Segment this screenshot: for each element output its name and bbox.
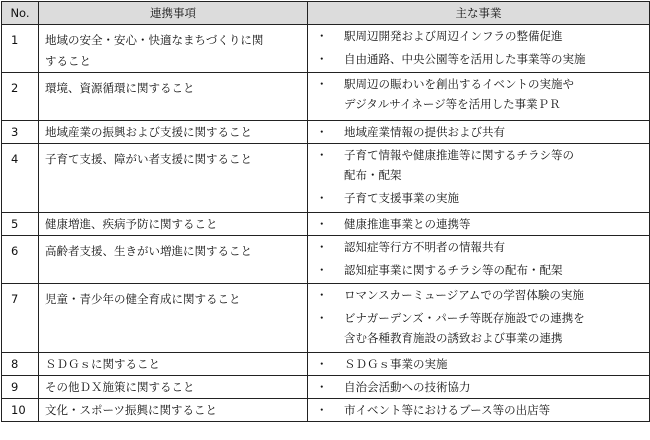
- bullet-icon: ・: [316, 380, 328, 394]
- business-entry: [316, 74, 645, 114]
- row-number: 10: [2, 399, 39, 422]
- business-entry: [316, 260, 645, 280]
- business-entry: [316, 49, 645, 69]
- business-entry-text: 子育て情報や健康推進等に関するチラシ等の: [344, 148, 574, 162]
- cooperation-item-line: ＳＤＧｓに関すること: [45, 356, 160, 371]
- row-number: 5: [2, 213, 39, 236]
- cooperation-item: [39, 399, 308, 422]
- business-entry-text: 認知症等行方不明者の情報共有: [344, 240, 505, 254]
- cooperation-item-line: 健康増進、疾病予防に関すること: [45, 216, 218, 231]
- cooperation-item-line: 地域産業の振興および支援に関すること: [45, 124, 252, 139]
- cooperation-item: [39, 236, 308, 284]
- business-entry: [316, 145, 645, 185]
- table-row: [2, 213, 650, 236]
- business-entry: [316, 122, 645, 142]
- business-list: [308, 121, 650, 144]
- cooperation-table: [1, 1, 650, 422]
- cooperation-item: [39, 213, 308, 236]
- cooperation-item: [39, 121, 308, 144]
- cooperation-item: [39, 284, 308, 353]
- business-list: [308, 399, 650, 422]
- cooperation-item: [39, 353, 308, 376]
- business-entry: [316, 377, 645, 397]
- bullet-icon: ・: [316, 263, 328, 277]
- row-number: 3: [2, 121, 39, 144]
- bullet-icon: ・: [316, 125, 328, 139]
- table-row: [2, 399, 650, 422]
- business-entry: [316, 188, 645, 208]
- cooperation-item-line: すること: [45, 54, 91, 68]
- business-list: [308, 376, 650, 399]
- business-entry: [316, 237, 645, 257]
- table-header: [2, 2, 650, 25]
- bullet-icon: ・: [316, 403, 328, 417]
- bullet-icon: ・: [316, 217, 328, 231]
- cooperation-item: [39, 376, 308, 399]
- bullet-icon: ・: [316, 311, 328, 325]
- cooperation-item-line: 地域の安全・安心・快適なまちづくりに関: [45, 33, 264, 47]
- bullet-icon: ・: [316, 52, 328, 66]
- business-entry-text: 駅周辺の賑わいを創出するイベントの実施や: [344, 77, 574, 91]
- bullet-icon: ・: [316, 29, 328, 43]
- table-row: [2, 121, 650, 144]
- bullet-icon: ・: [316, 77, 328, 91]
- business-entry-continuation: 配布・配架: [344, 168, 402, 182]
- business-entry-text: 自治会活動への技術協力: [344, 380, 471, 394]
- business-list: [308, 353, 650, 376]
- table-row: [2, 25, 650, 73]
- business-entry: [316, 26, 645, 46]
- business-entry-text: 健康推進事業との連携等: [344, 217, 471, 231]
- table-row: [2, 376, 650, 399]
- row-number: 2: [2, 73, 39, 121]
- table-row: [2, 284, 650, 353]
- business-list: [308, 25, 650, 73]
- row-number: 8: [2, 353, 39, 376]
- business-entry-text: 自由通路、中央公園等を活用した事業等の実施: [344, 52, 586, 66]
- business-entry: [316, 308, 645, 348]
- business-list: [308, 213, 650, 236]
- cooperation-item: [39, 73, 308, 121]
- cooperation-item: [39, 25, 308, 73]
- header-no: No.: [2, 2, 39, 25]
- business-entry: [316, 285, 645, 305]
- business-entry: [316, 354, 645, 374]
- cooperation-item-line: 高齢者支援、生きがい増進に関すること: [45, 244, 252, 258]
- table-row: [2, 73, 650, 121]
- business-entry-text: 地域産業情報の提供および共有: [344, 125, 505, 139]
- business-entry-text: ビナガーデンズ・パーチ等既存施設での連携を: [344, 311, 585, 325]
- table-body: [2, 25, 650, 422]
- business-list: [308, 73, 650, 121]
- bullet-icon: ・: [316, 288, 328, 302]
- row-number: 1: [2, 25, 39, 73]
- bullet-icon: ・: [316, 240, 328, 254]
- cooperation-item-line: その他ＤＸ施策に関すること: [45, 379, 195, 394]
- row-number: 7: [2, 284, 39, 353]
- business-entry-text: 認知症事業に関するチラシ等の配布・配架: [344, 263, 563, 277]
- business-entry-text: 駅周辺開発および周辺インフラの整備促進: [344, 29, 563, 43]
- business-entry-text: ロマンスカーミュージアムでの学習体験の実施: [344, 288, 584, 302]
- business-entry-text: 市イベント等におけるブース等の出店等: [344, 403, 551, 417]
- cooperation-item-line: 環境、資源循環に関すること: [45, 81, 195, 95]
- header-business: 主な事業: [308, 2, 650, 25]
- table-row: [2, 236, 650, 284]
- bullet-icon: ・: [316, 191, 328, 205]
- header-row: [2, 2, 650, 25]
- bullet-icon: ・: [316, 148, 328, 162]
- row-number: 6: [2, 236, 39, 284]
- row-number: 9: [2, 376, 39, 399]
- header-item: 連携事項: [39, 2, 308, 25]
- business-list: [308, 284, 650, 353]
- bullet-icon: ・: [316, 357, 328, 371]
- cooperation-item: [39, 144, 308, 213]
- business-entry-continuation: 含む各種教育施設の誘致および事業の連携: [344, 331, 563, 345]
- table-row: [2, 144, 650, 213]
- cooperation-item-line: 文化・スポーツ振興に関すること: [45, 402, 218, 417]
- table-row: [2, 353, 650, 376]
- cooperation-item-line: 児童・青少年の健全育成に関すること: [45, 292, 241, 306]
- business-entry: [316, 400, 645, 420]
- row-number: 4: [2, 144, 39, 213]
- business-entry-continuation: デジタルサイネージ等を活用した事業ＰＲ: [344, 97, 561, 111]
- business-entry-text: ＳＤＧｓ事業の実施: [344, 357, 448, 371]
- business-entry: [316, 214, 645, 234]
- business-list: [308, 144, 650, 213]
- business-entry-text: 子育て支援事業の実施: [344, 191, 459, 205]
- cooperation-item-line: 子育て支援、障がい者支援に関すること: [45, 152, 252, 166]
- business-list: [308, 236, 650, 284]
